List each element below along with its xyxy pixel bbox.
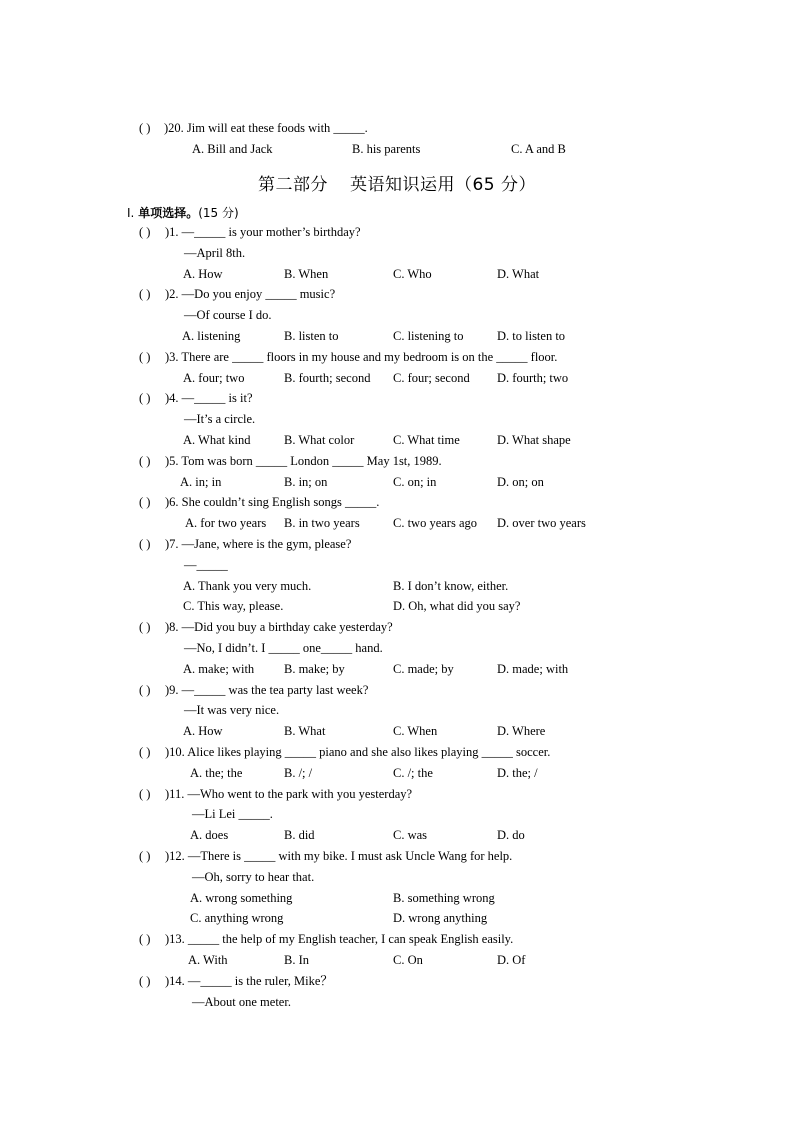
dialogue-response: —It was very nice. bbox=[184, 703, 280, 718]
question-stem: )20. Jim will eat these foods with _____. bbox=[164, 121, 368, 135]
question-stem: )5. Tom was born _____ London _____ May 1st, 1989. bbox=[165, 453, 442, 468]
option-c: C. Who bbox=[393, 266, 432, 281]
dialogue-response: —April 8th. bbox=[184, 245, 246, 260]
option-a: A. listening bbox=[182, 329, 241, 343]
option-a: A. four; two bbox=[183, 370, 245, 385]
dialogue-response: —No, I didn’t. I _____ one_____ hand. bbox=[184, 641, 383, 655]
option-b: B. listen to bbox=[284, 329, 339, 343]
dialogue-response: —Oh, sorry to hear that. bbox=[192, 869, 315, 884]
question-stem: )11. —Who went to the park with you yesterday? bbox=[165, 786, 413, 801]
answer-blank[interactable]: ( ) bbox=[139, 786, 151, 801]
option-c: C. When bbox=[393, 724, 438, 739]
dialogue-response: —About one meter. bbox=[192, 994, 291, 1009]
option-d: D. made; with bbox=[497, 661, 569, 676]
answer-blank[interactable]: ( ) bbox=[139, 849, 151, 863]
option-a: A. With bbox=[188, 953, 228, 967]
dialogue-response: —Of course I do. bbox=[184, 308, 272, 323]
option-d: D. What bbox=[497, 266, 540, 281]
option-c: C. four; second bbox=[393, 370, 470, 385]
dialogue-response: —Li Lei _____. bbox=[192, 807, 273, 822]
option-b: B. fourth; second bbox=[284, 370, 371, 385]
option-d: D. fourth; two bbox=[497, 370, 569, 385]
question-stem: )4. —_____ is it? bbox=[165, 391, 253, 406]
option-a: A. in; in bbox=[180, 474, 222, 489]
option-a: A. How bbox=[183, 266, 223, 281]
question-stem: )3. There are _____ floors in my house and my bedroom is on the _____ floor. bbox=[165, 349, 558, 364]
answer-blank[interactable]: ( ) bbox=[139, 973, 151, 988]
question-stem: )2. —Do you enjoy _____ music? bbox=[165, 287, 336, 302]
question-stem: )9. —_____ was the tea party last week? bbox=[165, 682, 369, 697]
option-c: C. was bbox=[393, 828, 428, 843]
option-d: D. What shape bbox=[497, 433, 571, 447]
option-c: C. What time bbox=[393, 433, 460, 447]
option-d: D. to listen to bbox=[497, 329, 566, 343]
answer-blank[interactable]: ( ) bbox=[139, 287, 151, 302]
answer-blank[interactable]: ( ) bbox=[139, 620, 151, 635]
question-stem: )6. She couldn’t sing English songs _____. bbox=[165, 495, 380, 510]
option-b: B. in two years bbox=[284, 516, 360, 531]
option-d: D. the; / bbox=[497, 765, 538, 780]
answer-blank[interactable]: ( ) bbox=[139, 453, 151, 468]
option-c: C. made; by bbox=[393, 661, 454, 676]
section-title bbox=[127, 204, 239, 221]
option-a: A. Thank you very much. bbox=[183, 578, 312, 593]
option-b: B. What color bbox=[284, 433, 355, 447]
section-number: Ⅰ. bbox=[127, 206, 135, 220]
option-c: C. on; in bbox=[393, 474, 437, 489]
option-c: C. On bbox=[393, 953, 423, 967]
option-a: A. How bbox=[183, 724, 223, 739]
part-heading-left: 第二部分 bbox=[257, 175, 328, 195]
option-a: A. wrong something bbox=[190, 890, 293, 905]
option-b: B. something wrong bbox=[393, 890, 495, 905]
question-stem: )12. —There is _____ with my bike. I must ask Uncle Wang for help. bbox=[165, 849, 513, 863]
option-d: D. wrong anything bbox=[393, 911, 488, 926]
answer-blank[interactable]: ( ) bbox=[139, 745, 151, 759]
option-c: C. A and B bbox=[511, 142, 566, 156]
option-c: C. anything wrong bbox=[190, 911, 284, 926]
question-stem: )14. —_____ is the ruler, Mike？ bbox=[165, 973, 333, 988]
option-c: C. /; the bbox=[393, 765, 433, 780]
option-a: A. Bill and Jack bbox=[192, 142, 273, 156]
answer-blank[interactable]: ( ) bbox=[139, 225, 151, 239]
option-b: B. /; / bbox=[284, 765, 313, 780]
question-stem: )1. —_____ is your mother’s birthday? bbox=[165, 225, 361, 239]
answer-blank[interactable]: ( ) bbox=[139, 495, 151, 510]
part-heading bbox=[0, 170, 794, 195]
option-a: A. make; with bbox=[183, 661, 255, 676]
question-stem: )8. —Did you buy a birthday cake yesterday? bbox=[165, 620, 393, 635]
option-d: D. Of bbox=[497, 953, 526, 967]
question-stem: )10. Alice likes playing _____ piano and she also likes playing _____ soccer. bbox=[165, 745, 551, 759]
option-a: A. What kind bbox=[183, 433, 251, 447]
option-a: A. does bbox=[190, 828, 229, 843]
option-b: B. In bbox=[284, 953, 309, 967]
option-d: D. on; on bbox=[497, 474, 544, 489]
option-c: C. This way, please. bbox=[183, 599, 284, 614]
answer-blank[interactable]: ( ) bbox=[139, 932, 151, 947]
option-b: B. make; by bbox=[284, 661, 345, 676]
option-c: C. listening to bbox=[393, 329, 464, 343]
answer-blank[interactable]: ( ) bbox=[139, 349, 151, 364]
option-d: D. Where bbox=[497, 724, 546, 739]
answer-blank[interactable]: ( ) bbox=[139, 391, 151, 406]
dialogue-response: —_____ bbox=[184, 557, 228, 572]
option-d: D. Oh, what did you say? bbox=[393, 599, 521, 614]
answer-blank[interactable]: ( ) bbox=[139, 121, 151, 135]
option-b: B. What bbox=[284, 724, 326, 739]
option-b: B. in; on bbox=[284, 474, 328, 489]
question-stem: )13. _____ the help of my English teacher, I can speak English easily. bbox=[165, 932, 514, 947]
option-a: A. for two years bbox=[185, 516, 267, 531]
section-score: (15 分) bbox=[198, 206, 239, 220]
section-label: 单项选择。 bbox=[138, 206, 199, 220]
answer-blank[interactable]: ( ) bbox=[139, 537, 151, 551]
option-b: B. did bbox=[284, 828, 315, 843]
option-d: D. do bbox=[497, 828, 525, 843]
dialogue-response: —It’s a circle. bbox=[184, 412, 256, 427]
question-stem: )7. —Jane, where is the gym, please? bbox=[165, 537, 352, 551]
option-a: A. the; the bbox=[190, 765, 243, 780]
part-heading-right: 英语知识运用（65 分） bbox=[349, 175, 537, 195]
answer-blank[interactable]: ( ) bbox=[139, 682, 151, 697]
option-b: B. When bbox=[284, 266, 329, 281]
option-b: B. I don’t know, either. bbox=[393, 578, 509, 593]
option-b: B. his parents bbox=[352, 142, 421, 156]
option-d: D. over two years bbox=[497, 516, 586, 531]
option-c: C. two years ago bbox=[393, 516, 478, 531]
